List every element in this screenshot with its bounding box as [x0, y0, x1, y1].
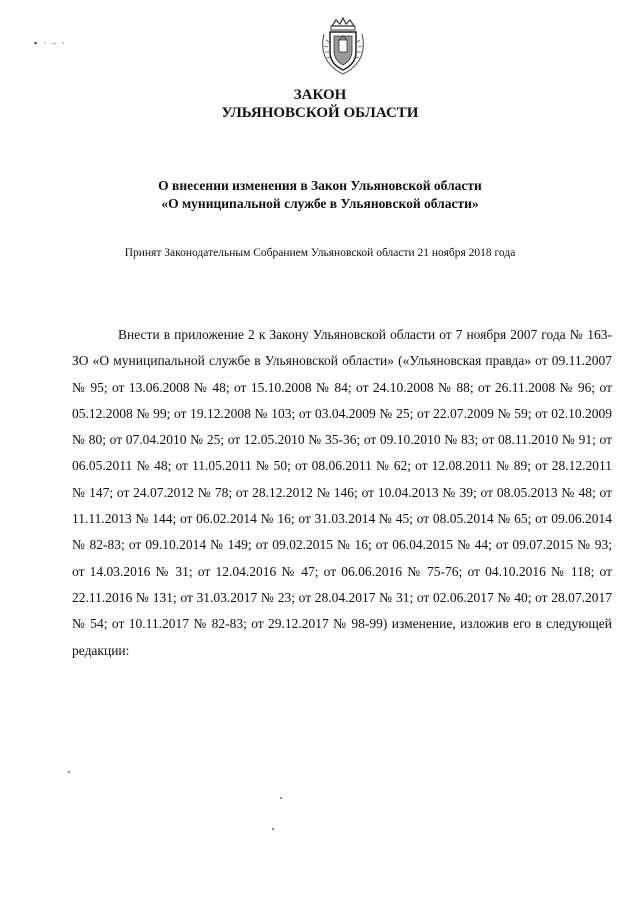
law-subject [0, 177, 640, 213]
law-title-line1: ЗАКОН [293, 87, 347, 103]
body-paragraph: Внести в приложение 2 к Закону Ульяновской области от 7 ноября 2007 года № 163-ЗО «О муниципальной службе в Ульяновской области» («Ульяновская правда» от 09.11.2007 № 95; от 13.06.2008 № 48; от 15.10.2008 № 84; от 24.10.2008 № 88; от 26.11.2008 № 96; от 05.12.2008 № 99; от 19.12.2008 № 103; от 03.04.2009 № 25; от 22.07.2009 № 59; от 02.10.2009 № 80; от 07.04.2010 № 25; от 12.05.2010 № 35-36; от 09.10.2010 № 83; от 08.11.2010 № 91; от 06.05.2011 № 48; от 11.05.2011 № 50; от 08.06.2011 № 62; от 12.08.2011 № 89; от 28.12.2011 № 147; от 24.07.2012 № 78; от 28.12.2012 № 146; от 10.04.2013 № 39; от 08.05.2013 № 48; от 11.11.2013 № 144; от 06.02.2014 № 16; от 31.03.2014 № 45; от 08.05.2014 № 65; от 09.06.2014 № 82-83; от 09.10.2014 № 149; от 09.02.2015 № 16; от 06.04.2015 № 44; от 09.07.2015 № 93; от 14.03.2016 № 31; от 12.04.2016 № 47; от 06.06.2016 № 75-76; от 04.10.2016 № 118; от 22.11.2016 № 131; от 31.03.2017 № 23; от 28.04.2017 № 31; от 02.06.2017 № 40; от 28.07.2017 № 54; от 10.11.2017 № 82-83; от 29.12.2017 № 98-99) изменение, изложив его в следующей редакции: [72, 327, 612, 658]
law-subject-line1: О внесении изменения в Закон Ульяновской области [158, 178, 482, 193]
law-title [0, 86, 640, 122]
ulyanovsk-oblast-coat-of-arms-icon [318, 16, 368, 78]
scan-speck [280, 797, 282, 799]
law-title-line2: УЛЬЯНОВСКОЙ ОБЛАСТИ [221, 105, 419, 121]
scan-speck [68, 771, 70, 773]
scan-speck [272, 828, 274, 830]
adoption-note: Принят Законодательным Собранием Ульяновской области 21 ноября 2018 года [124, 247, 516, 259]
law-subject-line2: «О муниципальной службе в Ульяновской области» [161, 196, 479, 211]
scan-specks: ▪ · - · [34, 38, 67, 48]
